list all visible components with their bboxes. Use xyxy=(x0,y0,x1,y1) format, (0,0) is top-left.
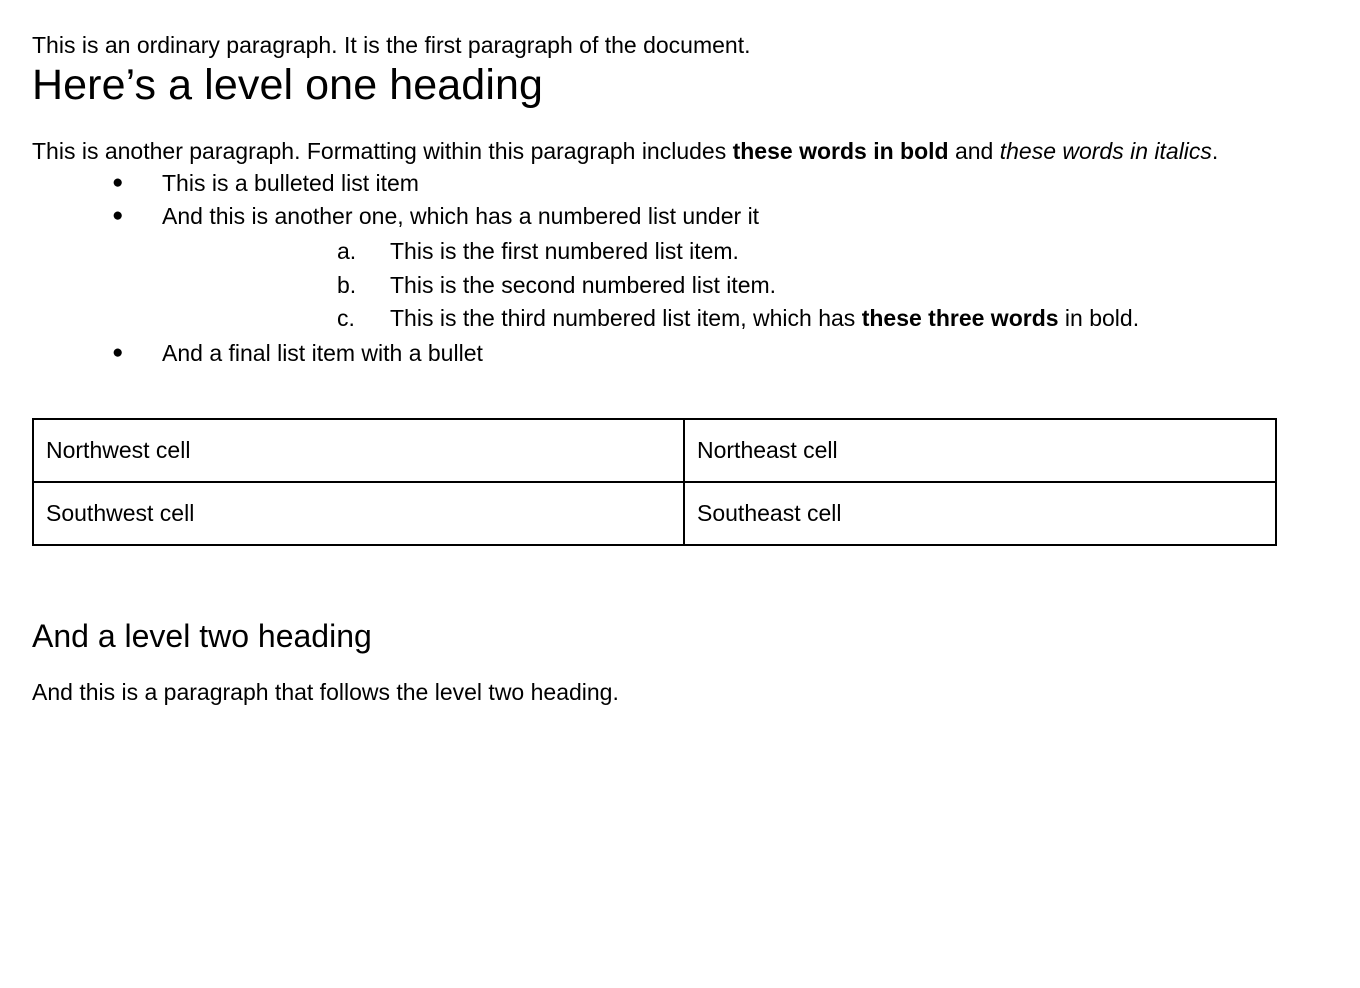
second-paragraph xyxy=(32,136,1277,167)
list-item-label-part-1: This is the third numbered list item, which has xyxy=(390,305,862,332)
numbered-list xyxy=(162,236,1328,335)
list-item-number: a. xyxy=(337,238,357,264)
list-item-label-part-2: in bold. xyxy=(1058,305,1140,332)
bullet-marker-icon: ● xyxy=(112,342,124,364)
list-item xyxy=(32,338,1328,370)
bullet-marker-icon: ● xyxy=(112,171,124,193)
list-item-label: This is the first numbered list item. xyxy=(390,238,739,264)
table-heading-spacer xyxy=(32,546,1328,618)
list-item xyxy=(162,236,1328,268)
list-item-number: c. xyxy=(337,305,355,332)
list-item-label: This is the second numbered list item. xyxy=(390,271,777,298)
second-paragraph-italic: these words in italics xyxy=(999,138,1212,165)
second-paragraph-text-1: This is another paragraph. Formatting within this paragraph includes xyxy=(32,138,733,165)
table-cell-northwest: Northwest cell xyxy=(33,419,684,482)
bullet-marker-icon: ● xyxy=(112,205,124,227)
heading-level-one: Here’s a level one heading xyxy=(32,61,543,110)
two-by-two-table xyxy=(32,418,1277,546)
list-item xyxy=(162,270,1328,302)
list-item-number: b. xyxy=(337,271,357,298)
list-item-label: This is a bulleted list item xyxy=(162,169,419,196)
heading-level-two: And a level two heading xyxy=(32,617,372,654)
second-paragraph-text-2: and xyxy=(948,138,1000,165)
table-cell-northeast: Northeast cell xyxy=(684,419,1276,482)
bulleted-list xyxy=(32,168,1328,370)
table-cell-southeast: Southeast cell xyxy=(684,482,1276,545)
list-item xyxy=(32,201,1328,335)
list-item xyxy=(32,168,1328,200)
second-paragraph-text-3: . xyxy=(1211,138,1219,165)
list-item-label-bold: these three words xyxy=(861,305,1059,332)
second-paragraph-bold: these words in bold xyxy=(732,138,949,165)
final-paragraph: And this is a paragraph that follows the level two heading. xyxy=(32,678,619,705)
list-item-label: And this is another one, which has a numbered list under it xyxy=(162,203,760,230)
list-item-label: And a final list item with a bullet xyxy=(162,340,483,367)
table-row xyxy=(33,482,1276,545)
list-item xyxy=(162,303,1328,335)
table-cell-southwest: Southwest cell xyxy=(33,482,684,545)
first-paragraph: This is an ordinary paragraph. It is the first paragraph of the document. xyxy=(32,32,751,58)
table-row xyxy=(33,419,1276,482)
